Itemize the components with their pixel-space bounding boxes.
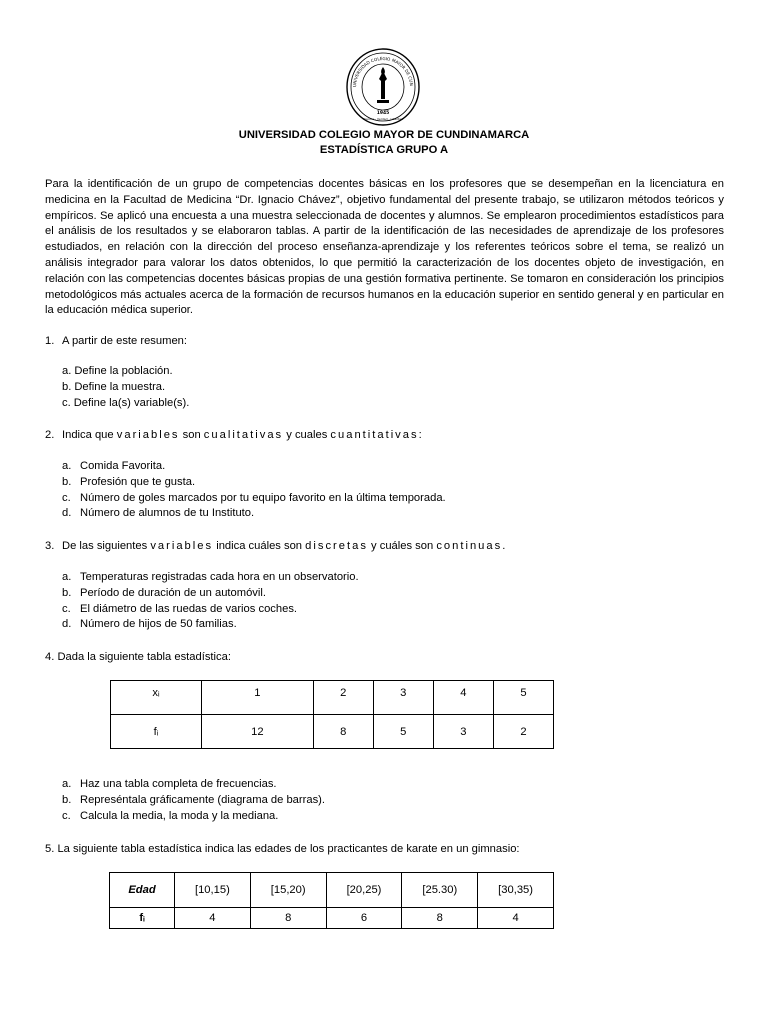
table-cell: 4 bbox=[433, 681, 493, 715]
table-cell: 3 bbox=[433, 715, 493, 749]
table-cell: [10,15) bbox=[175, 873, 251, 908]
table-header-cell: fᵢ bbox=[111, 715, 202, 749]
question-3: 3. De las siguientes variables indica cuáles son discretas y cuáles son continuas. bbox=[45, 540, 508, 552]
list-item: a. Haz una tabla completa de frecuencias. bbox=[62, 778, 277, 790]
list-item: b. Define la muestra. bbox=[62, 380, 166, 393]
question-4-list bbox=[62, 777, 722, 824]
table-row bbox=[111, 715, 554, 749]
table-cell: 2 bbox=[493, 715, 553, 749]
list-item: a. Define la población. bbox=[62, 365, 173, 377]
list-item: a. Comida Favorita. bbox=[62, 460, 166, 472]
table-cell: 4 bbox=[478, 908, 554, 929]
svg-text:1945: 1945 bbox=[376, 111, 390, 116]
table-header-cell: xᵢ bbox=[111, 681, 202, 715]
table-row bbox=[111, 681, 554, 715]
table-cell: [25.30) bbox=[402, 873, 478, 908]
table-cell: 4 bbox=[175, 908, 251, 929]
table-cell: [15,20) bbox=[250, 873, 326, 908]
table-cell: 8 bbox=[402, 908, 478, 929]
list-item: b. Represéntala gráficamente (diagrama de barras). bbox=[62, 793, 326, 806]
question-2: 2. Indica que variables son cualitativas y cuales cuantitativas: bbox=[45, 429, 424, 441]
table-cell: 5 bbox=[493, 681, 553, 715]
table-header-cell: fᵢ bbox=[110, 908, 175, 929]
table-cell: 1 bbox=[202, 681, 314, 715]
list-item: c. Calcula la media, la moda y la mediana. bbox=[62, 809, 279, 822]
table-cell: 12 bbox=[202, 715, 314, 749]
question-3-list bbox=[62, 570, 722, 633]
table-cell: [20,25) bbox=[326, 873, 402, 908]
question-4: 4. Dada la siguiente tabla estadística: bbox=[45, 651, 231, 663]
question-1: 1. A partir de este resumen: bbox=[45, 335, 187, 347]
table-header-cell: Edad bbox=[110, 873, 175, 908]
svg-text:Ciencia - Verdad - Libertad: Ciencia - Verdad - Libertad bbox=[363, 117, 403, 121]
list-item: b. Profesión que te gusta. bbox=[62, 475, 196, 488]
svg-text:UNIVERSIDAD COLEGIO MAYOR DE C: UNIVERSIDAD COLEGIO MAYOR DE CUN bbox=[351, 55, 415, 88]
table-cell: 8 bbox=[313, 715, 373, 749]
table-cell: 8 bbox=[250, 908, 326, 929]
table-row bbox=[110, 873, 554, 908]
table-cell: 2 bbox=[313, 681, 373, 715]
list-item: c. El diámetro de las ruedas de varios coches. bbox=[62, 602, 298, 615]
question-2-list bbox=[62, 459, 722, 522]
list-item: b. Período de duración de un automóvil. bbox=[62, 586, 266, 599]
university-name: UNIVERSIDAD COLEGIO MAYOR DE CUNDINAMARCA bbox=[238, 129, 530, 141]
question-5: 5. La siguiente tabla estadística indica las edades de los practicantes de karate en un gimnasio: bbox=[45, 843, 520, 855]
frequency-table bbox=[110, 680, 554, 749]
list-item: d. Número de alumnos de tu Instituto. bbox=[62, 507, 255, 520]
table-cell: 3 bbox=[373, 681, 433, 715]
university-seal-logo bbox=[343, 47, 423, 127]
table-cell: 6 bbox=[326, 908, 402, 929]
course-title: ESTADÍSTICA GRUPO A bbox=[319, 144, 449, 156]
list-item: d. Número de hijos de 50 familias. bbox=[62, 618, 237, 631]
table-cell: 5 bbox=[373, 715, 433, 749]
list-item: c. Número de goles marcados por tu equipo favorito en la última temporada. bbox=[62, 491, 446, 504]
list-item: a. Temperaturas registradas cada hora en un observatorio. bbox=[62, 571, 359, 583]
question-1-list bbox=[62, 364, 722, 411]
list-item: c. Define la(s) variable(s). bbox=[62, 396, 190, 409]
table-row bbox=[110, 908, 554, 929]
table-cell: [30,35) bbox=[478, 873, 554, 908]
intro-paragraph: Para la identificación de un grupo de competencias docentes básicas en los profesores que se desempeñan en la licenciatura en medicina en la Facultad de Medicina “Dr. Ignacio Chávez”, objetivo fundamental del presente trabajo, se utilizaron métodos teóricos y empíricos. Se aplicó una encuesta a una muestra seleccionada de docentes y alumnos. Se emplearon procedimientos estadísticos para el análisis de los resultados y se elaboraron tablas. A partir de la identificación de las necesidades de aprendizaje de los profesores estudiados, en relación con la dirección del proceso enseñanza-aprendizaje y los referentes teóricos sobre el tema, se realizó un análisis integrador para valorar los datos obtenidos, lo que permitió la caracterización de los docentes objeto de investigación, en relación con las competencias docentes básicas propias de una gestión formativa pertinente. Se tomaron en consideración los principios metodológicos más actuales acerca de la formación de recursos humanos en la educación superior en sentido general y en particular en la educación médica superior. bbox=[45, 178, 724, 317]
age-frequency-table bbox=[109, 872, 554, 929]
document-header bbox=[0, 128, 768, 158]
